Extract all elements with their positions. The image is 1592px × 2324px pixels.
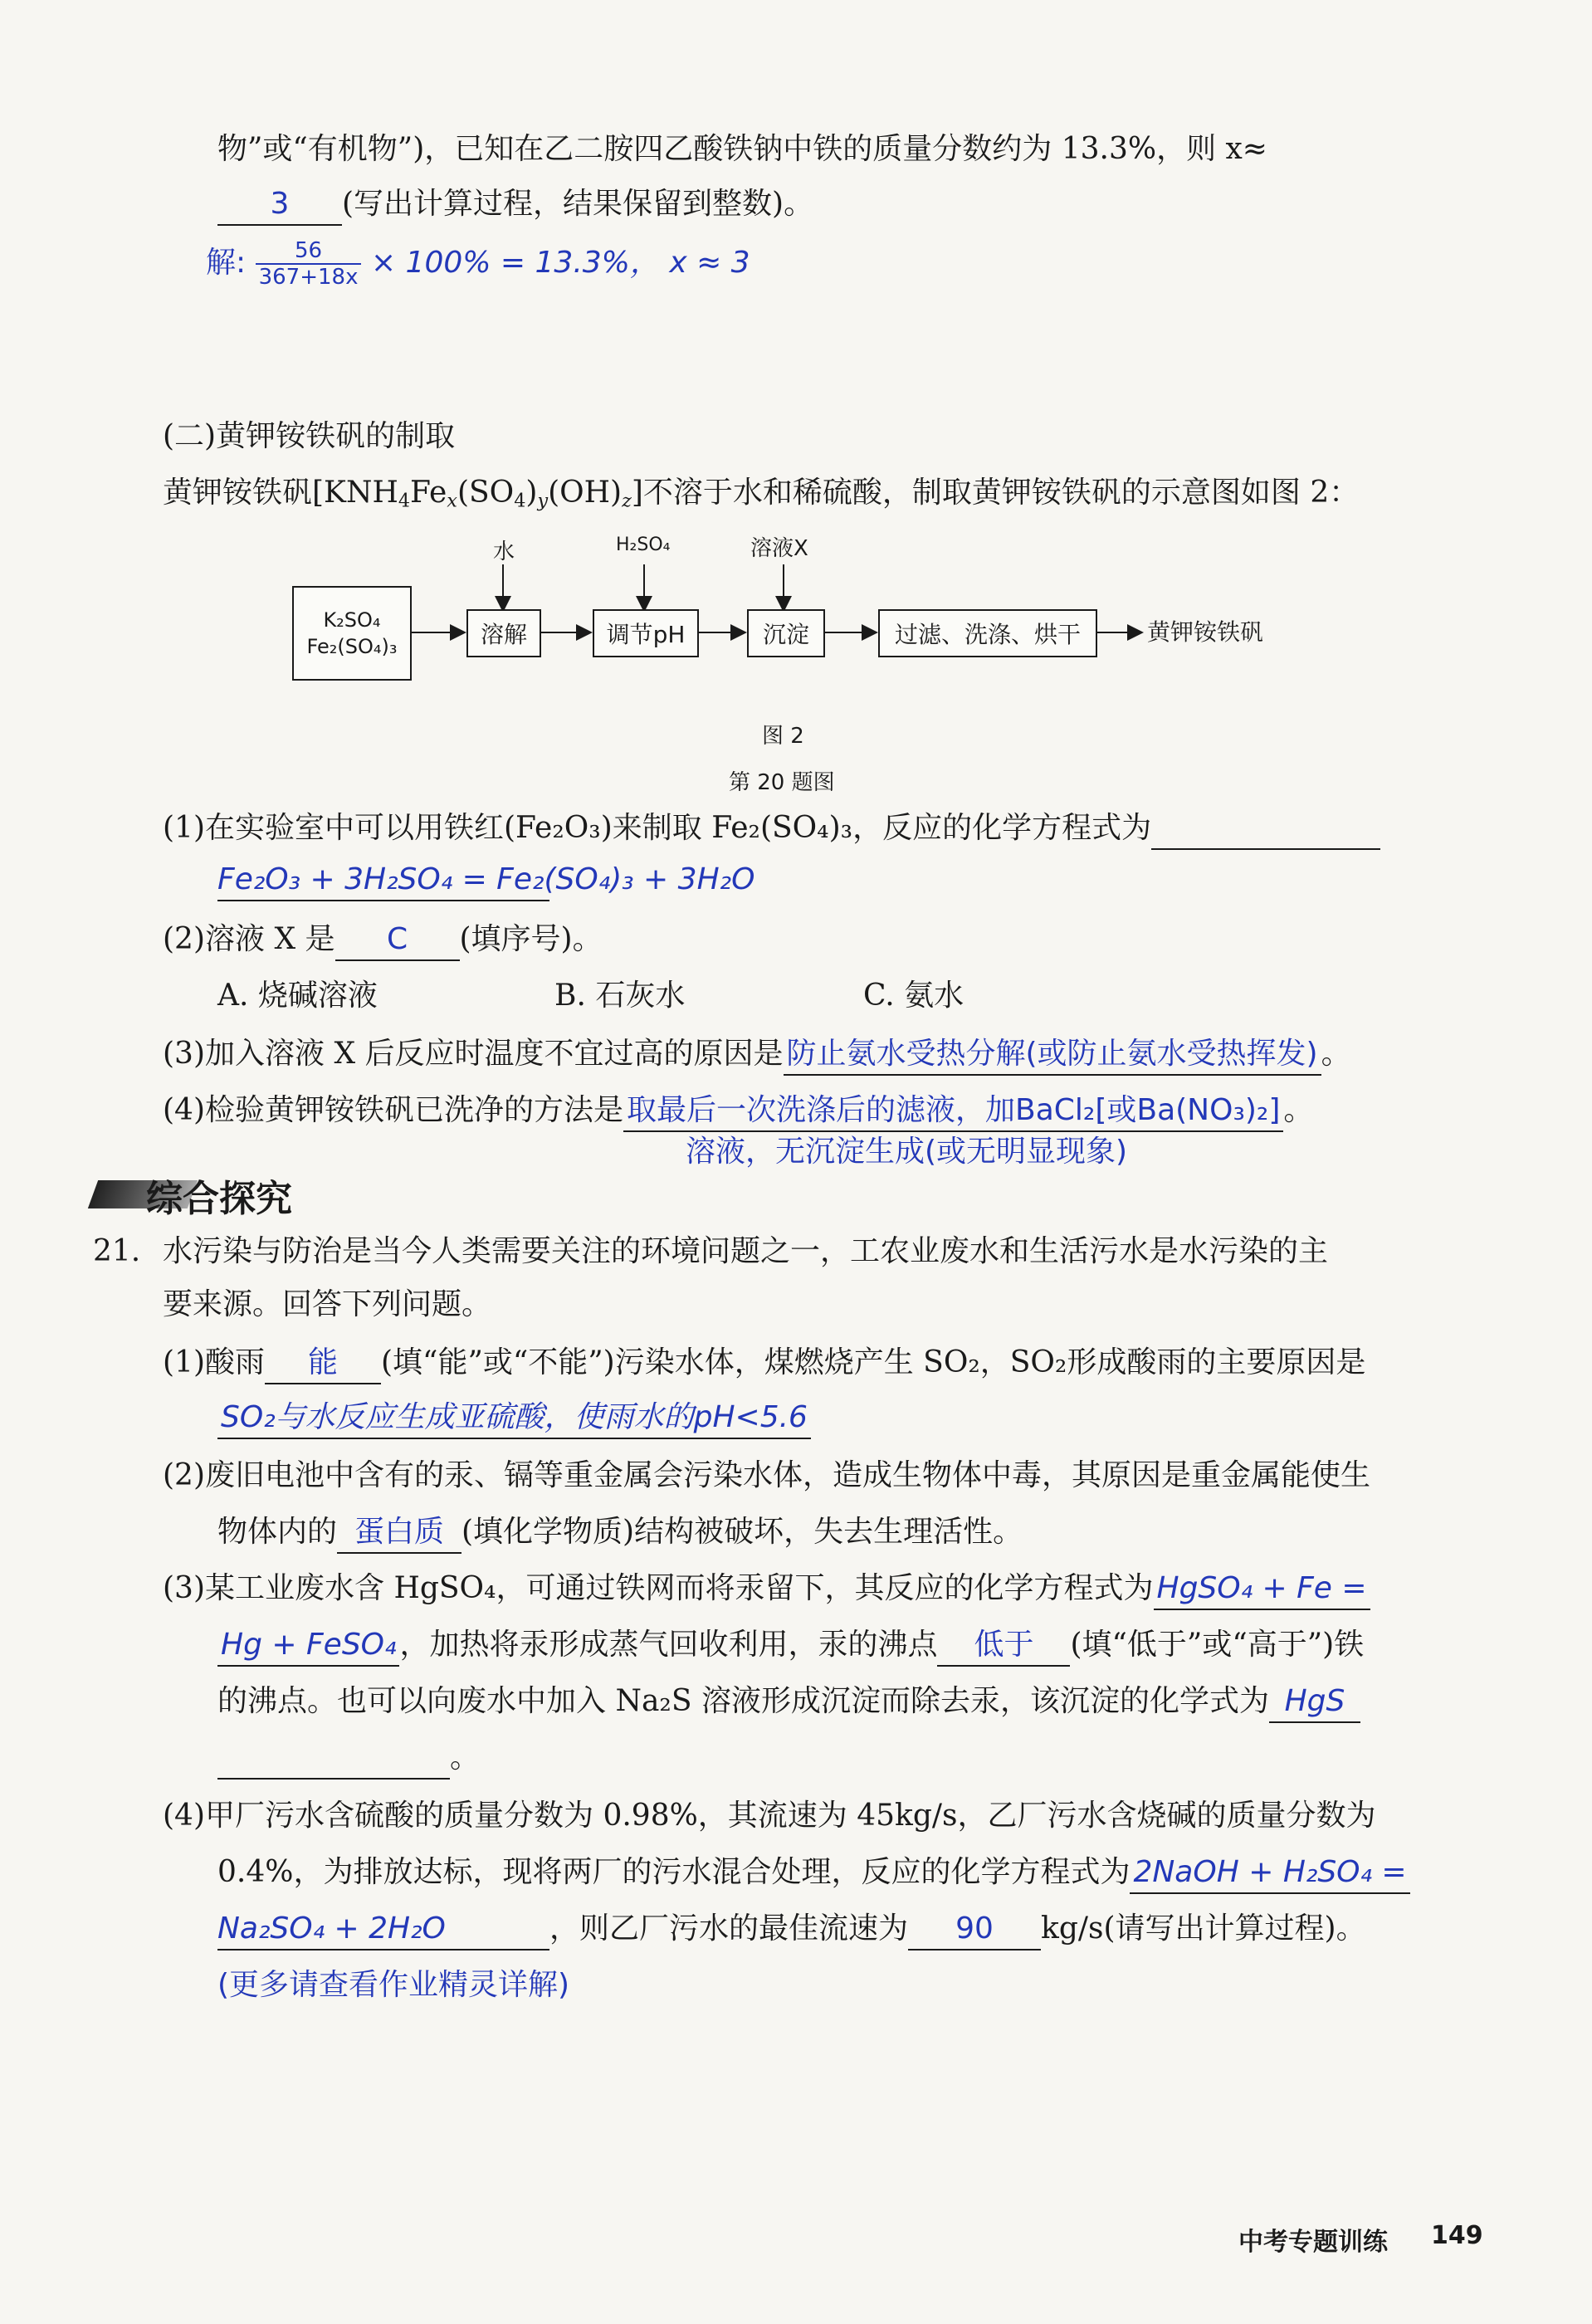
added-solutionx-label: 溶液X (750, 536, 808, 561)
q21-part3-answer3: HgS (1269, 1682, 1360, 1723)
q20-part2: (2)溶液 X 是 C (填序号)。 (163, 920, 603, 961)
step-adjust-ph: 调节pH (593, 609, 699, 657)
q21-part4-answer1b: Na₂SO₄ + 2H₂O (217, 1909, 549, 1950)
q21-part3-line4: 。 (217, 1738, 480, 1780)
q21-part3-line2: Hg + FeSO₄ ，加热将汞形成蒸气回收利用，汞的沸点 低于 (填“低于”或“高于”)铁 (217, 1625, 1364, 1667)
input-box: K₂SO₄ Fe₂(SO₄)₃ (292, 586, 412, 681)
added-water-label: 水 (493, 540, 515, 564)
q21-part1-answer2-line (217, 1398, 811, 1439)
q20-option-a: A. 烧碱溶液 (217, 979, 378, 1013)
q21-stem-line1: 水污染与防治是当今人类需要关注的环境问题之一，工农业废水和生活污水是水污染的主 (163, 1234, 1329, 1268)
q21-part2-line1: (2)废旧电池中含有的汞、镉等重金属会污染水体，造成生物体中毒，其原因是重金属能使生 (163, 1458, 1370, 1492)
page-number: 149 (1431, 2221, 1483, 2250)
q20-part1: (1)在实验室中可以用铁红(Fe₂O₃)来制取 Fe₂(SO₄)₃，反应的化学方程式为 (163, 808, 1380, 850)
q20-option-c: C. 氨水 (863, 979, 964, 1013)
q19-line2: 3 (写出计算过程，结果保留到整数)。 (217, 184, 813, 226)
q21-part4-line3: Na₂SO₄ + 2H₂O ，则乙厂污水的最佳流速为 90 kg/s(请写出计算过程)。 (217, 1909, 1366, 1950)
step-filter-wash-dry: 过滤、洗涤、烘干 (878, 609, 1097, 657)
q21-stem-line2: 要来源。回答下列问题。 (163, 1287, 492, 1321)
q21-part2-answer: 蛋白质 (337, 1512, 461, 1554)
q21-part3-answer1a: HgSO₄ + Fe = (1154, 1569, 1370, 1610)
footer-book-title: 中考专题训练 (1238, 2228, 1388, 2257)
q20-part2-answer: C (335, 920, 460, 961)
q21-part1: (1)酸雨 能 (填“能”或“不能”)污染水体，煤燃烧产生 SO₂，SO₂形成酸雨的主要原因是 (163, 1343, 1365, 1384)
more-details-link[interactable]: (更多请查看作业精灵详解) (217, 1968, 570, 2002)
part2-heading: (二)黄钾铵铁矾的制取 (163, 419, 456, 453)
q20-part4-answer-line1: 取最后一次洗涤后的滤液，加BaCl₂[或Ba(NO₃)₂] (623, 1091, 1283, 1132)
figure-label: 图 2 (762, 724, 804, 749)
product-label: 黄钾铵铁矾 (1147, 618, 1264, 646)
step-dissolve: 溶解 (466, 609, 541, 657)
section-banner (93, 1165, 342, 1218)
q21-part2-line2: 物体内的 蛋白质 (填化学物质)结构被破坏，失去生理活性。 (217, 1512, 1023, 1554)
added-h2so4-label: H₂SO₄ (616, 535, 671, 555)
q20-part3: (3)加入溶液 X 后反应时温度不宜过高的原因是 防止氨水受热分解(或防止氨水受热挥发) 。 (163, 1034, 1351, 1076)
q20-part1-answer: Fe₂O₃ + 3H₂SO₄ = Fe₂(SO₄)₃ + 3H₂O (217, 860, 549, 901)
q21-part1-answer2: SO₂与水反应生成亚硫酸，使雨水的pH<5.6 (217, 1398, 811, 1439)
section-title: 综合探究 (146, 1178, 292, 1220)
q20-option-b: B. 石灰水 (554, 979, 686, 1013)
q21-part4-line1: (4)甲厂污水含硫酸的质量分数为 0.98%，其流速为 45kg/s，乙厂污水含烧碱的质量分数为 (163, 1799, 1376, 1833)
q19-solution: 解: $\frac{56}{367+18x}$ × 100% = 13.3%， x ≈ 3 (206, 238, 750, 290)
q21-part1-answer1: 能 (265, 1343, 381, 1384)
figure-caption: 第 20 题图 (729, 770, 835, 795)
q21-part3-answer1b: Hg + FeSO₄ (217, 1625, 399, 1667)
q21-part4-answer2: 90 (908, 1909, 1041, 1950)
q21-part4-answer1a: 2NaOH + H₂SO₄ = (1130, 1853, 1409, 1894)
q20-part3-answer: 防止氨水受热分解(或防止氨水受热挥发) (784, 1034, 1321, 1076)
q20-part1-answer-line (217, 860, 755, 901)
q21-part3-answer2: 低于 (937, 1625, 1070, 1667)
q21-part3-line3: 的沸点。也可以向废水中加入 Na₂S 溶液形成沉淀而除去汞，该沉淀的化学式为 HgS (217, 1682, 1360, 1723)
q21-part4-line2: 0.4%，为排放达标，现将两厂的污水混合处理，反应的化学方程式为 2NaOH + H₂SO₄ = (217, 1853, 1410, 1894)
q20-part4-answer-line2: 溶液，无沉淀生成(或无明显现象) (686, 1135, 1128, 1169)
q19-line1: 物”或“有机物”)，已知在乙二胺四乙酸铁钠中铁的质量分数约为 13.3%，则 x≈ (217, 132, 1267, 166)
step-precipitate: 沉淀 (747, 609, 825, 657)
q20-part4: (4)检验黄钾铵铁矾已洗净的方法是 取最后一次洗涤后的滤液，加BaCl₂[或Ba(NO₃)₂] 。 (163, 1091, 1313, 1132)
q19-fraction: $\frac{56}{367+18x}$ (256, 238, 362, 290)
q21-part3-line1: (3)某工业废水含 HgSO₄，可通过铁网而将汞留下，其反应的化学方程式为 HgSO₄ + Fe = (163, 1569, 1370, 1610)
part2-intro: 黄钾铵铁矾$[KNH_4Fe_x(SO_4)_y(OH)_z]$不溶于水和稀硫酸，制取黄钾铵铁矾的示意图如图 2： (163, 476, 1360, 512)
q19-answer-blank: 3 (217, 184, 342, 226)
q21-number: 21. (93, 1234, 141, 1268)
